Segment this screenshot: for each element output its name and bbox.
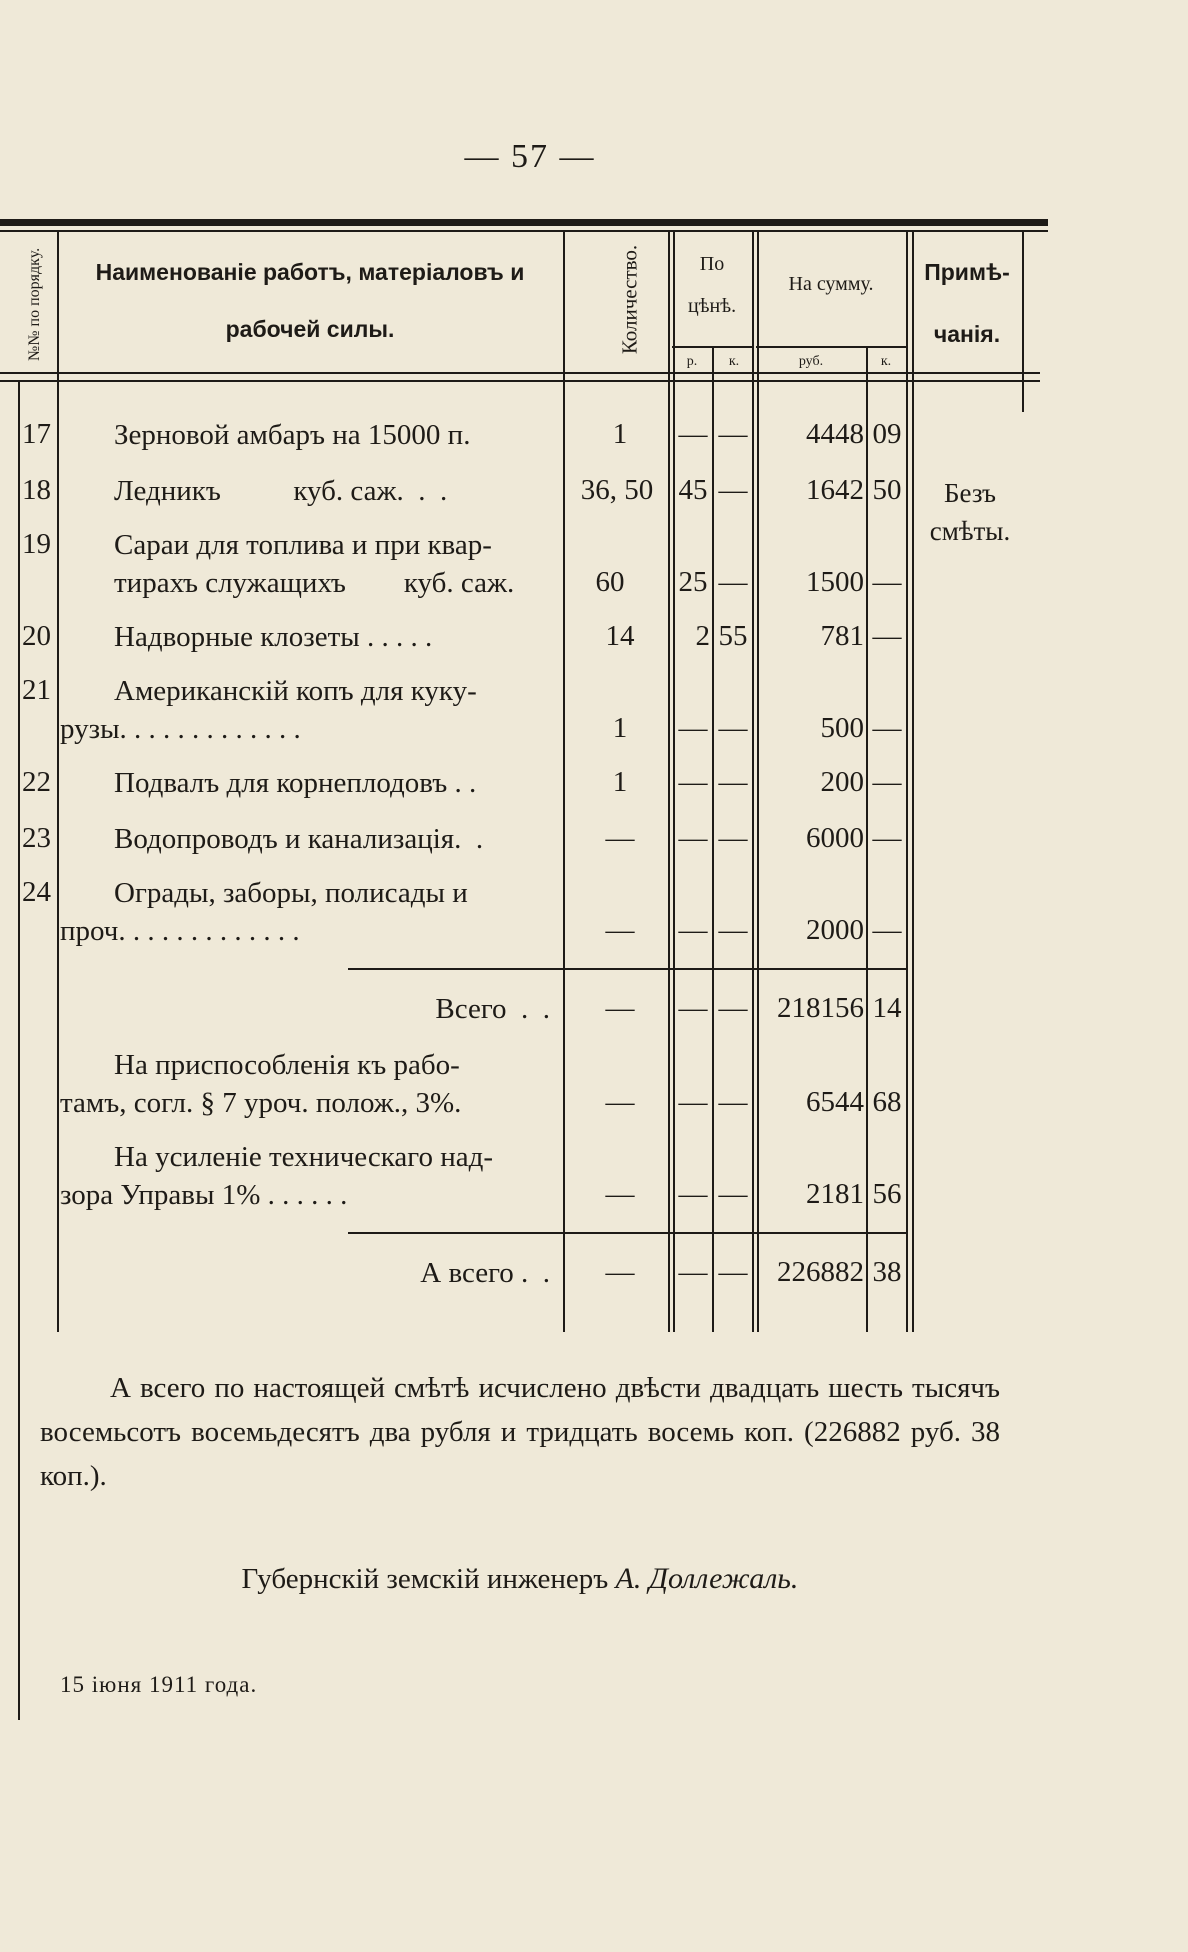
row-number: 21	[22, 674, 51, 706]
row-sum-kop: —	[872, 766, 902, 798]
col-line-notes	[1022, 232, 1024, 412]
header-bottom-rule	[0, 372, 1040, 374]
row-number: 23	[22, 822, 51, 854]
row-sum-kop: —	[872, 620, 902, 652]
row-price-rub: 25	[678, 566, 708, 598]
row-price-kop: —	[718, 712, 748, 744]
row-quantity: 1	[612, 418, 628, 450]
row-description: Ледникъ куб. саж. . .	[114, 475, 448, 507]
row-number: 24	[22, 876, 51, 908]
header-quantity: Количество.	[617, 244, 642, 355]
col-line-sum	[906, 232, 908, 1332]
col-line-name	[563, 232, 565, 1332]
row-number: 22	[22, 766, 51, 798]
row-quantity: —	[605, 914, 635, 946]
total-sum-kop: 14	[872, 992, 902, 1024]
header-sum-k: к.	[880, 354, 892, 369]
row-sum-rub: 200	[820, 766, 864, 798]
total-quantity: —	[605, 1256, 635, 1288]
header-sum-rub: руб.	[798, 354, 824, 369]
signature-name: А. Доллежаль.	[615, 1562, 799, 1595]
total-price-kop: —	[718, 1256, 748, 1288]
col-line-sum-2	[912, 232, 914, 1332]
row-sum-kop: —	[872, 712, 902, 744]
header-notes-line1: Примѣ-	[924, 259, 1010, 285]
row-sum-rub: 1642	[806, 474, 864, 506]
row-sum-rub: 781	[820, 620, 864, 652]
total-price-rub: —	[678, 1086, 708, 1118]
note-line2: смѣты.	[929, 516, 1011, 546]
row-sum-rub: 6000	[806, 822, 864, 854]
header-notes-line2: чанія.	[933, 321, 1001, 347]
row-description: Надворные клозеты . . . . .	[114, 621, 433, 653]
total-label: Всего . .	[435, 993, 550, 1025]
row-quantity: —	[605, 822, 635, 854]
note-text	[915, 474, 1025, 550]
row-number: 18	[22, 474, 51, 506]
row-price-kop: —	[718, 766, 748, 798]
grand-total-rule	[348, 1232, 906, 1234]
subtotal-rule	[348, 968, 906, 970]
row-sum-rub: 1500	[806, 566, 864, 598]
total-quantity: —	[605, 992, 635, 1024]
row-description-line1: Ограды, заборы, полисады и	[114, 877, 468, 909]
sum-subheader-rule	[756, 346, 908, 348]
header-name-line1: Наименованіе работъ, матеріаловъ и	[95, 259, 525, 285]
total-price-kop: —	[718, 992, 748, 1024]
total-sum-rub: 218156	[777, 992, 864, 1024]
total-sum-rub: 2181	[806, 1178, 864, 1210]
total-price-rub: —	[678, 1178, 708, 1210]
row-description-line2: проч. . . . . . . . . . . . .	[60, 915, 300, 947]
row-description: Подвалъ для корнеплодовъ . .	[114, 767, 477, 799]
row-price-kop: —	[718, 566, 748, 598]
row-price-rub: 2	[695, 620, 710, 652]
row-description-line2: тирахъ служащихъ куб. саж.	[114, 567, 515, 599]
row-price-rub: —	[678, 712, 708, 744]
note-line1: Безъ	[944, 478, 996, 508]
header-number: №№ по порядку.	[26, 247, 43, 361]
col-line-price-2	[757, 232, 759, 1332]
summary-paragraph: А всего по настоящей смѣтѣ исчислено двѣсти двадцать шесть тысячъ восемьсотъ восемьдесятъ два рубля и тридцать восемь коп. (226882 руб. 38 коп.).	[40, 1372, 1000, 1492]
table-top-rule	[0, 219, 1048, 226]
col-line-qty	[668, 232, 670, 1332]
row-price-rub: —	[678, 822, 708, 854]
row-description: Зерновой амбаръ на 15000 п.	[114, 419, 471, 451]
total-sum-kop: 56	[872, 1178, 902, 1210]
total-label-line2: зора Управы 1% . . . . . .	[60, 1179, 348, 1211]
row-sum-rub: 4448	[806, 418, 864, 450]
total-label-line1: На усиленіе техническаго над-	[114, 1141, 493, 1173]
row-sum-rub: 2000	[806, 914, 864, 946]
row-sum-kop: —	[872, 566, 902, 598]
row-price-kop: —	[718, 914, 748, 946]
header-name-line2: рабочей силы.	[225, 316, 395, 342]
total-quantity: —	[605, 1178, 635, 1210]
total-price-kop: —	[718, 1178, 748, 1210]
row-price-rub: —	[678, 418, 708, 450]
row-sum-rub: 500	[820, 712, 864, 744]
row-sum-kop: —	[872, 914, 902, 946]
header-bottom-rule-2	[0, 380, 1040, 382]
col-line-num	[57, 232, 59, 1332]
row-description-line2: рузы. . . . . . . . . . . . .	[60, 713, 301, 745]
total-label: А всего . .	[420, 1257, 550, 1289]
row-price-rub: —	[678, 766, 708, 798]
header-sum: На сумму.	[788, 273, 874, 295]
total-label-line1: На приспособленія къ рабо-	[114, 1049, 460, 1081]
total-sum-kop: 38	[872, 1256, 902, 1288]
row-price-kop: —	[718, 822, 748, 854]
row-number: 20	[22, 620, 51, 652]
document-date: 15 іюня 1911 года.	[60, 1672, 258, 1697]
signature-title: Губернскій земскій инженеръ	[241, 1563, 609, 1595]
row-quantity: 1	[612, 712, 628, 744]
row-sum-kop: 50	[872, 474, 902, 506]
total-quantity: —	[605, 1086, 635, 1118]
total-sum-rub: 6544	[806, 1086, 864, 1118]
total-price-rub: —	[678, 992, 708, 1024]
signature	[40, 1562, 1000, 1596]
row-description-line1: Сараи для топлива и при квар-	[114, 529, 492, 561]
row-description: Водопроводъ и канализація. .	[114, 823, 484, 855]
row-number: 17	[22, 418, 51, 450]
row-price-rub: 45	[678, 474, 708, 506]
row-price-kop: —	[718, 474, 748, 506]
header-price-line1: По	[699, 253, 725, 275]
row-quantity: 1	[612, 766, 628, 798]
page-number: — 57 —	[464, 138, 596, 175]
table-top-rule-thin	[0, 230, 1048, 232]
row-number: 19	[22, 528, 51, 560]
left-margin-line	[18, 380, 20, 1720]
total-price-rub: —	[678, 1256, 708, 1288]
row-price-kop: 55	[718, 620, 748, 652]
header-price-r: р.	[686, 354, 698, 369]
row-price-kop: —	[718, 418, 748, 450]
row-description-line1: Американскій копъ для куку-	[114, 675, 477, 707]
row-quantity: 14	[605, 620, 635, 652]
total-label-line2: тамъ, согл. § 7 уроч. полож., 3%.	[60, 1087, 462, 1119]
total-sum-kop: 68	[872, 1086, 902, 1118]
header-price-k: к.	[728, 354, 740, 369]
row-sum-kop: —	[872, 822, 902, 854]
row-sum-kop: 09	[872, 418, 902, 450]
total-price-kop: —	[718, 1086, 748, 1118]
header-price-line2: цѣнѣ.	[687, 295, 737, 317]
total-sum-rub: 226882	[777, 1256, 864, 1288]
row-price-rub: —	[678, 914, 708, 946]
row-quantity: 36, 50	[580, 474, 654, 506]
row-quantity: 60	[595, 566, 625, 598]
col-line-price	[752, 232, 754, 1332]
